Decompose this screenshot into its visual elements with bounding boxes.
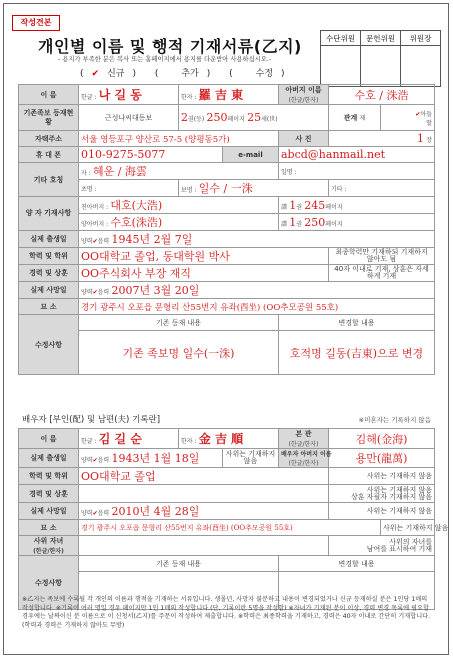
spouse-origin-cell[interactable]: 김해(金海) [329, 429, 435, 449]
spouse-grave-note: 사위는 기재하지 않음 [381, 520, 435, 536]
revision-old-header: 기존 등재 내용 [79, 315, 279, 331]
option-edit[interactable]: ( 수정 ) [229, 69, 285, 79]
spouse-table [18, 428, 449, 610]
email-address: abcd@hanmail.net [281, 148, 386, 161]
spouse-career-note: 사위는 기재하지 않음 상훈 자필자 기재하지 않음 [329, 485, 435, 503]
spouse-father-cell[interactable]: 용만(龍萬) [329, 449, 435, 468]
email-label: e-mail [223, 147, 279, 163]
phone-label: 휴 대 폰 [19, 147, 79, 163]
adoptive-father-cell[interactable]: 양아버지 : 수호(洙浩) [79, 214, 279, 231]
form-notice: - 용지가 부족한 분은 복사 또는 홈페이지에서 용지를 다운받아 사용하십시오.- [58, 56, 272, 63]
spouse-origin-label: 본 관 (한글/한자) [279, 429, 329, 449]
spouse-revision-label: 수정사항 [19, 556, 79, 610]
father-name-cell[interactable] [329, 85, 435, 105]
career-cell[interactable] [79, 265, 329, 282]
relation-cell[interactable]: 관계 제 [329, 105, 381, 131]
education-value: OO대학교 졸업, 동대학원 박사 [81, 250, 230, 263]
spouse-section-note: ※미혼자는 기록하지 않음 [358, 416, 431, 424]
spouse-name-hangul-cell[interactable]: 한글 : 김 길 순 [79, 429, 179, 449]
approval-head-1: 수단위원 [321, 31, 361, 46]
revision-new-header: 변경할 내용 [279, 315, 435, 331]
phone-number: 010-9275-5077 [81, 148, 166, 161]
name-hanja: 羅 吉 東 [198, 88, 244, 102]
courtesy-name-cell[interactable]: 자 : 혜운 / 海雲 [79, 163, 279, 180]
adoption-label: 양 자 기재사항 [19, 197, 79, 231]
form-title: 개인별 이름 및 행적 기재서류(乙지) [38, 37, 302, 56]
approval-head-2: 문헌위원 [361, 31, 401, 46]
spouse-name-hanja-cell[interactable]: 한자 : 金 吉 順 [179, 429, 279, 449]
spouse-father-label: 배우자 아버지 이름 (한글/한자) [279, 449, 329, 468]
spouse-education-label: 학력 및 학위 [19, 468, 79, 485]
other-names-label: 기타 호칭 [19, 163, 79, 197]
form-type-options [80, 66, 301, 79]
residence-label: 자택주소 [19, 131, 79, 147]
genealogy-name-cell[interactable]: 보명 : 일수 / 一洙 [179, 180, 329, 197]
spouse-education-cell[interactable]: OO대학교 졸업 [79, 468, 329, 485]
spouse-death-cell[interactable]: 양력✔음력 2010년 4월 28일 [79, 503, 329, 520]
spouse-birth-label: 실제 출생일 [19, 449, 79, 468]
approval-cell-3[interactable] [401, 46, 441, 87]
spouse-grave-label: 묘 소 [19, 520, 79, 536]
footer-notes: ※乙지는 족보에 수록될 각 개인의 이름과 행적을 기재하는 서류입니다. 생몰년, 사망자 불분하고 내용이 변경되었거나 신규 등재하실 분은 1인당 1매의 작성합니다. ※기록이 여러 명일 경우 페이지만 1인 1매의 작성합니다.(단, 기록이란 5명을 작성함) ※자녀가 기재된 분이 이상, 경력 변경 목록에 필요할 경우에는 날짜이신 분 이름으로 이 신청서(乙지)를 주문이 작성하여 제출합니다. ※학력은 최종학력을 기재하고, 경력은 40자 이내로 간단히 기재합니다.(학력과 경력은 기재하지 않아도 무방) [22, 596, 431, 629]
career-note: 40자 이내로 기재, 상훈은 자세하게 기재 [329, 265, 435, 282]
approval-cell-1[interactable] [321, 46, 361, 87]
approval-table [320, 30, 441, 87]
childhood-name-cell[interactable]: 초명 : [79, 180, 179, 197]
education-cell[interactable] [79, 248, 329, 265]
spouse-career-cell[interactable] [79, 485, 329, 503]
spouse-section-title: 배우자 [부인(配) 및 남편(夫) 기록란] [22, 415, 161, 425]
birth-date: 1945년 2월 7일 [111, 233, 193, 246]
revision-label: 수정사항 [19, 315, 79, 375]
career-value: OO주식회사 부장 재직 [81, 267, 192, 280]
revision-old-cell[interactable]: 기존 족보명 일수(一洙) [79, 331, 279, 375]
grave-location: 경기 광주시 오포읍 문형리 산55번지 유좌(酉坐) (OO추모공원 55호) [81, 302, 339, 313]
approval-cell-2[interactable] [361, 46, 401, 87]
death-label: 실제 사망일 [19, 282, 79, 299]
spouse-grave-cell[interactable]: 경기 광주시 오포읍 문형리 산55번지 유좌(酉坐) (OO추모공원 55호) [79, 520, 381, 536]
spouse-death-label: 실제 사망일 [19, 503, 79, 520]
death-cell[interactable]: 양력✔음력 2007년 3월 20일 [79, 282, 435, 299]
photo-label: 사 진 [279, 131, 329, 147]
grave-cell[interactable] [79, 299, 435, 315]
email-cell[interactable] [279, 147, 435, 163]
residence-cell[interactable] [79, 131, 279, 147]
photo-count-cell[interactable]: 1 장 [329, 131, 435, 147]
phone-cell[interactable] [79, 147, 223, 163]
option-add[interactable]: ( 추가 ) [154, 69, 211, 79]
revision-new-cell[interactable]: 호적명 길동(吉東)으로 변경 [279, 331, 435, 375]
son-in-law-note: 사위의 자녀를 남여를 표시하여 기재 [329, 536, 435, 556]
real-father-record-cell[interactable]: 譜 1권 245페이지 [279, 197, 435, 214]
child-gender-cell[interactable]: ✔아들 딸 [381, 105, 435, 131]
spouse-birth-cell[interactable]: 양력✔음력 1943년 1월 18일 [79, 449, 223, 468]
genealogy-label: 기존족보 등재현황 [19, 105, 79, 131]
adoptive-father-record-cell[interactable]: 譜 1권 250페이지 [279, 214, 435, 231]
other-name-cell[interactable]: 기타 : [329, 180, 435, 197]
son-in-law-cell[interactable] [79, 536, 329, 556]
name-hangul: 나 길 동 [98, 88, 142, 102]
father-name-label: 아버지 이름 (한글/한자) [279, 85, 329, 105]
spouse-death-note: 사위는 기재하지 않음 [329, 503, 435, 520]
career-label: 경력 및 상훈 [19, 265, 79, 282]
spouse-career-label: 경력 및 상훈 [19, 485, 79, 503]
name-hangul-cell[interactable]: 한글 : 나 길 동 [79, 85, 179, 105]
birth-label: 실제 출생일 [19, 231, 79, 248]
name-hanja-cell[interactable]: 한자 : 羅 吉 東 [179, 85, 279, 105]
spouse-revision-new-header: 변경할 내용 [279, 556, 435, 572]
spouse-name-label: 이 름 [19, 429, 79, 449]
check-icon: ✔ [91, 69, 100, 79]
spouse-revision-old-header: 기존 등재 내용 [79, 556, 279, 572]
birth-cell[interactable]: 양력✔음력 1945년 2월 7일 [79, 231, 435, 248]
residence-address: 서울 영등포구 양산로 57-5 (양평동5가) [81, 134, 230, 145]
education-label: 학력 및 학위 [19, 248, 79, 265]
death-date: 2007년 3월 20일 [111, 284, 200, 297]
genealogy-volume-page-cell[interactable]: 2권(등) 250페이지 25세(世) [179, 105, 329, 131]
spouse-education-note: 사위는 기재하지 않음 [329, 468, 435, 485]
sample-stamp: 작성견본 [12, 15, 60, 31]
name-label: 이 름 [19, 85, 79, 105]
option-new[interactable]: ( ✔ 신규 ) [80, 69, 136, 79]
grave-label: 묘 소 [19, 299, 79, 315]
genealogy-book[interactable]: 근성나씨대동보 [79, 105, 179, 131]
real-father-cell[interactable]: 친아버지 : 대호(大浩) [79, 197, 279, 214]
education-note: 최종학력만 기재하되 기재하지 않아도 됨 [329, 248, 435, 265]
father-name: 수호 / 洙浩 [354, 88, 409, 102]
alias-cell[interactable]: 일명 : [279, 163, 435, 180]
approval-head-3: 위원장 [401, 31, 441, 46]
person-table [18, 84, 435, 375]
spouse-birth-note: 사위는 기재하지 않음 [223, 449, 279, 468]
son-in-law-label: 사위 자녀 (한글/한자) [19, 536, 79, 556]
